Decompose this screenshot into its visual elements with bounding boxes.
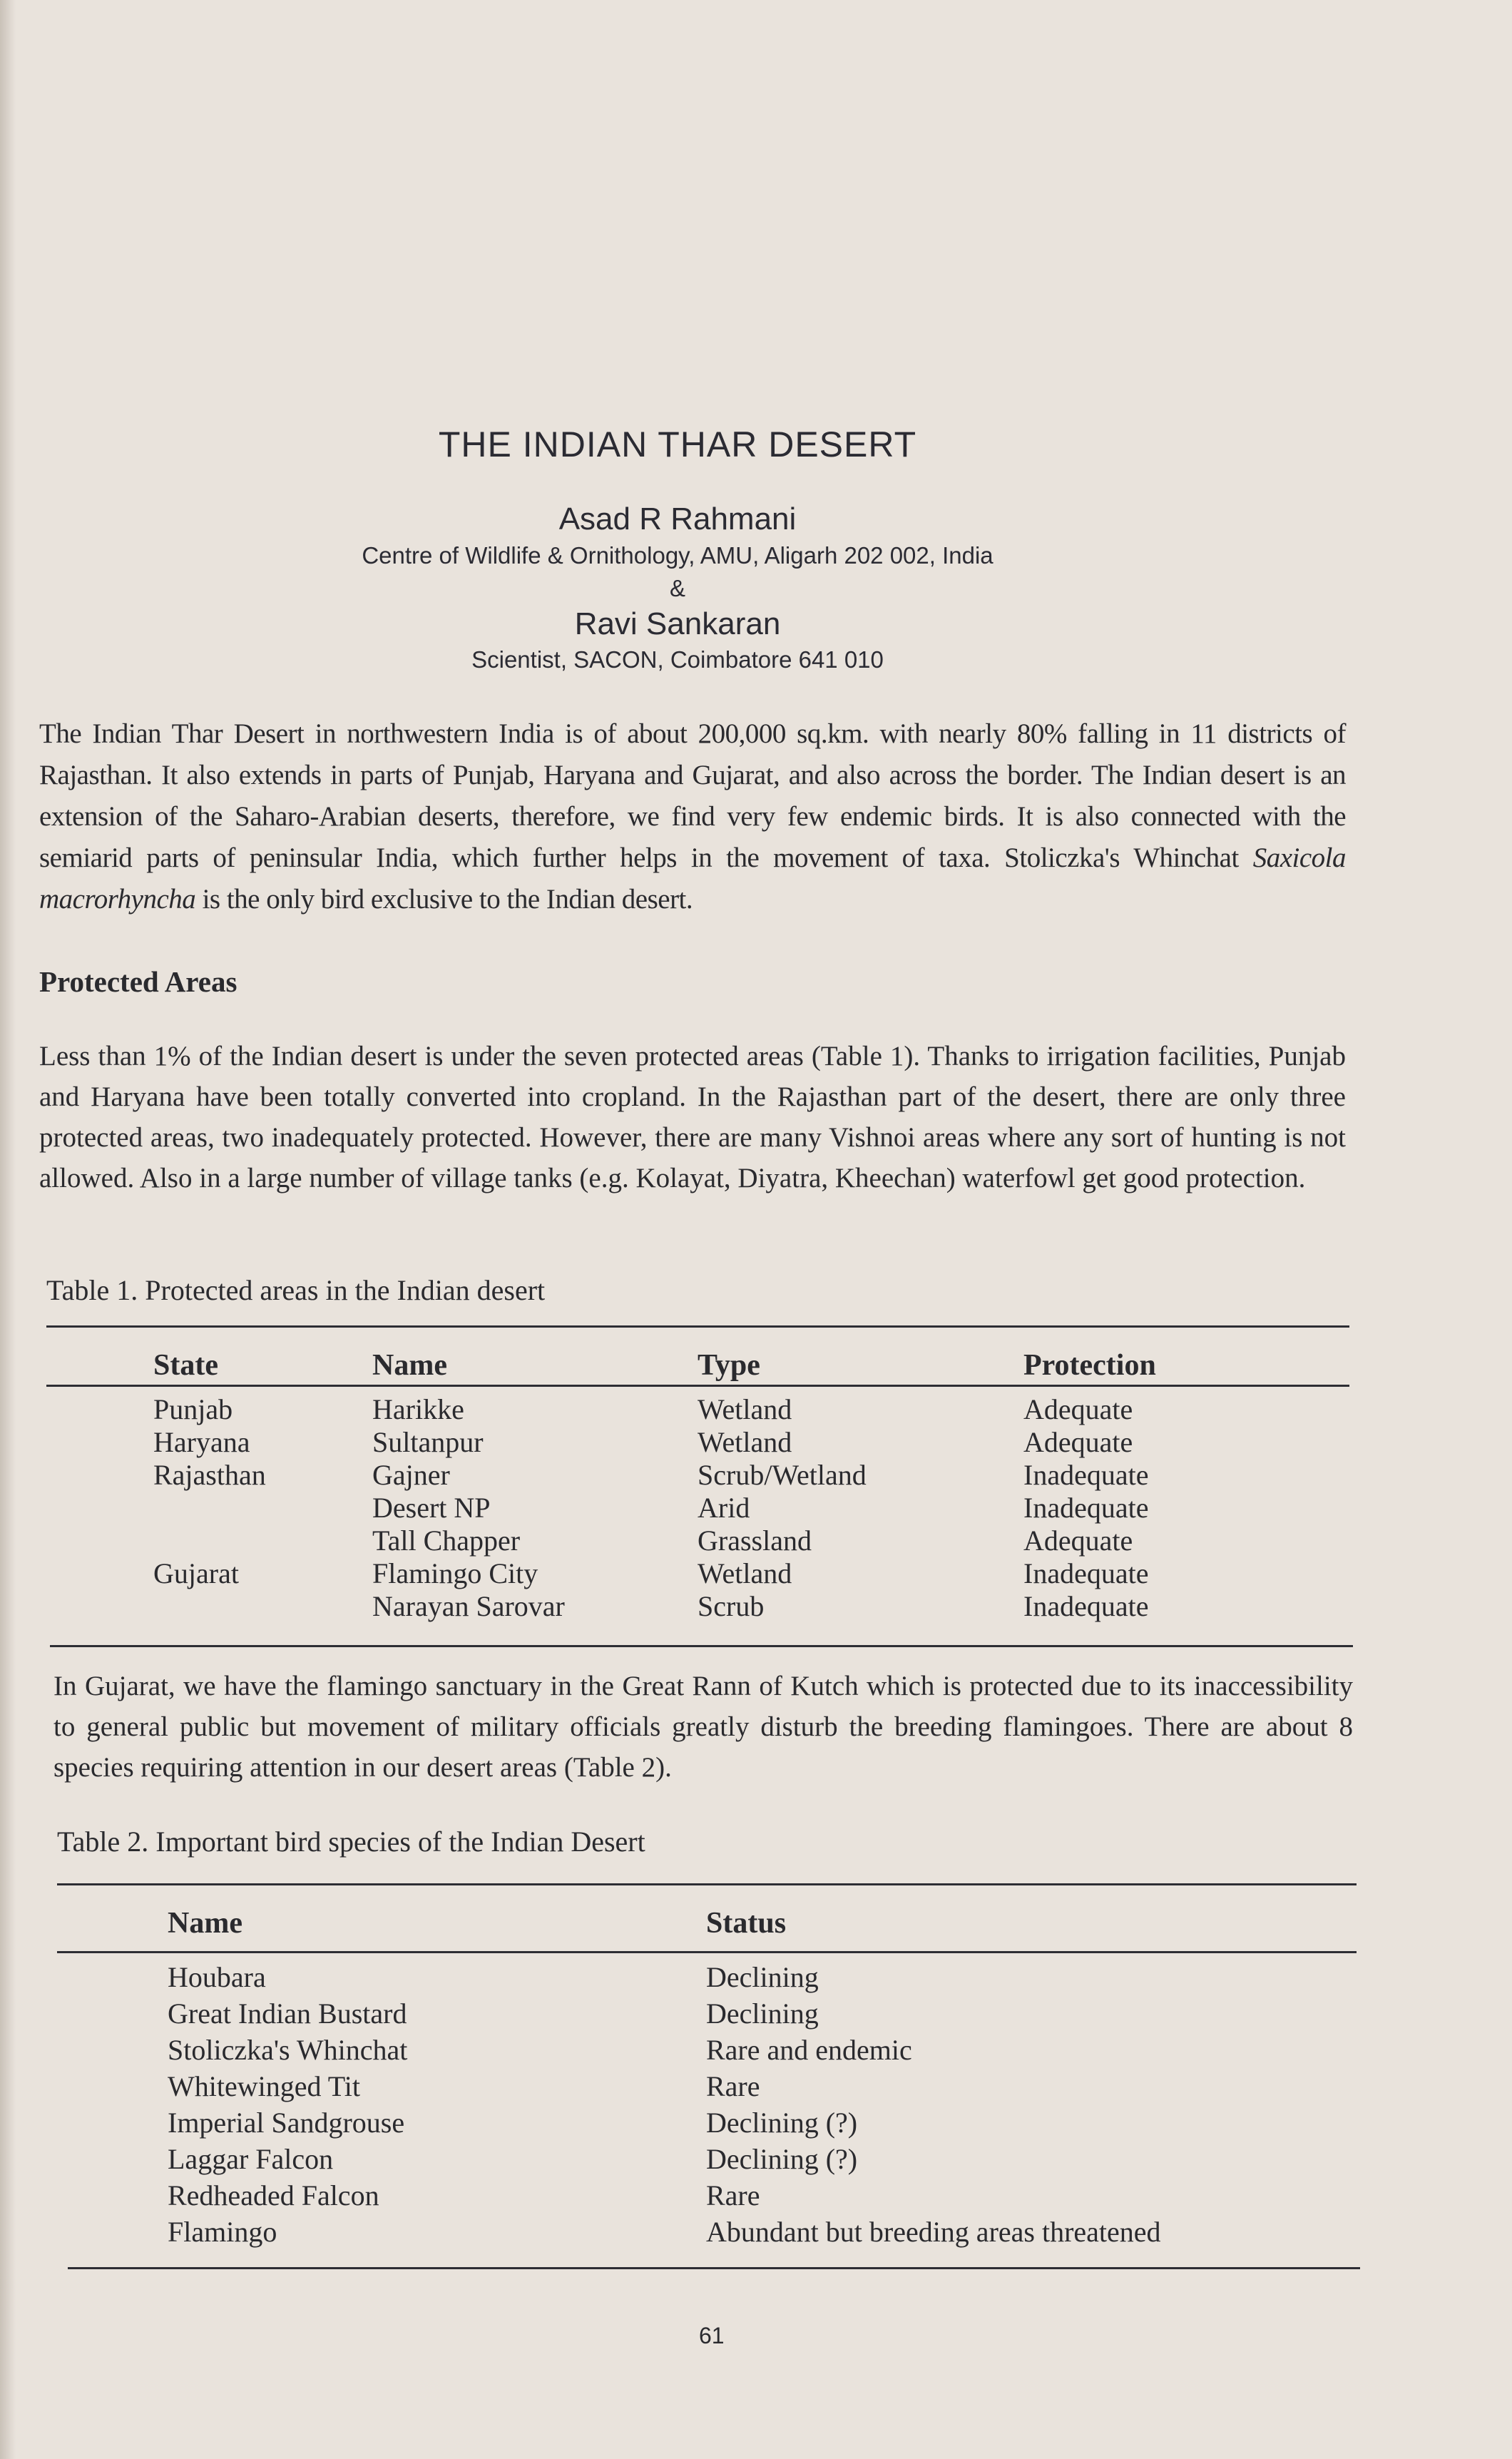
table1-cell: Desert NP	[372, 1492, 491, 1524]
table1-cell: Inadequate	[1023, 1590, 1149, 1622]
table1-header-type: Type	[698, 1349, 760, 1382]
table2-top-rule	[57, 1883, 1357, 1885]
table1-cell: Punjab	[153, 1393, 233, 1425]
table1-cell: Wetland	[698, 1393, 792, 1425]
table2-status: Declining	[706, 1961, 819, 1993]
author-separator: &	[669, 575, 685, 601]
table1-top-rule	[46, 1325, 1349, 1328]
table1-cell: Adequate	[1023, 1393, 1133, 1425]
table1-cell: Gajner	[372, 1459, 450, 1491]
table1-cell: Haryana	[153, 1426, 250, 1458]
table2-status: Declining (?)	[706, 2107, 858, 2139]
table2-status: Rare	[706, 2070, 760, 2102]
intro-text-end: is the only bird exclusive to the Indian desert.	[195, 884, 693, 915]
table1-cell: Harikke	[372, 1393, 464, 1425]
table1-header-state: State	[153, 1349, 218, 1382]
table2-status: Declining (?)	[706, 2143, 858, 2175]
table1-cell: Gujarat	[153, 1557, 239, 1589]
author-1: Asad R Rahmani	[558, 502, 797, 536]
table1-cell: Adequate	[1023, 1426, 1133, 1458]
table1-cell: Wetland	[698, 1557, 792, 1589]
affiliation-1: Centre of Wildlife & Ornithology, AMU, Aligarh 202 002, India	[362, 542, 993, 569]
protected-areas-paragraph: Less than 1% of the Indian desert is under the seven protected areas (Table 1). Thanks to irrigation facilities, Punjab and Haryana have been totally converted into cropland. In the Rajasthan part of the desert, there are only three protected areas, two inadequately protected. However, there are many Vishnoi areas where any sort of hunting is not allowed. Also in a large number of village tanks (e.g. Kolayat, Diyatra, Kheechan) waterfowl get good protection.	[39, 1041, 1346, 1193]
table1-cell: Narayan Sarovar	[372, 1590, 565, 1622]
table1-header-name: Name	[372, 1349, 447, 1382]
page-number: 61	[699, 2323, 725, 2348]
table2-species-name: Laggar Falcon	[168, 2143, 334, 2175]
table1-cell: Tall Chapper	[372, 1524, 521, 1557]
table1-caption: Table 1. Protected areas in the Indian desert	[46, 1274, 546, 1306]
species-name: Saxicola macrorhyncha	[39, 842, 1346, 915]
table2-species-name: Great Indian Bustard	[168, 1997, 407, 2030]
table1-header-protection: Protection	[1023, 1349, 1156, 1382]
gujarat-paragraph: In Gujarat, we have the flamingo sanctuary in the Great Rann of Kutch which is protected due to its inaccessibility to general public but movement of military officials greatly disturb the breeding flamingoes. There are about 8 species requiring attention in our desert areas (Table 2).	[53, 1671, 1353, 1783]
table2-header-name: Name	[168, 1907, 242, 1940]
intro-paragraph	[39, 713, 1346, 920]
table2-species-name: Whitewinged Tit	[168, 2070, 361, 2102]
table2-status: Declining	[706, 1997, 819, 2030]
author-2: Ravi Sankaran	[574, 606, 781, 641]
page-edge-shadow	[0, 0, 16, 2459]
table1-header-rule	[46, 1385, 1349, 1387]
table1-cell: Inadequate	[1023, 1459, 1149, 1491]
table1-cell: Arid	[698, 1492, 750, 1524]
table2-status: Rare	[706, 2179, 760, 2211]
table2-header-status: Status	[706, 1907, 787, 1940]
table2-status: Rare and endemic	[706, 2034, 912, 2066]
table1-cell: Sultanpur	[372, 1426, 484, 1458]
table1-cell: Grassland	[698, 1524, 812, 1557]
table1-cell: Flamingo City	[372, 1557, 538, 1589]
table2-species-name: Imperial Sandgrouse	[168, 2107, 405, 2139]
table1-bottom-rule	[50, 1645, 1353, 1647]
table1-cell: Scrub/Wetland	[698, 1459, 867, 1491]
table2-header-rule	[57, 1951, 1357, 1953]
table2-species-name: Redheaded Falcon	[168, 2179, 379, 2211]
table1-cell: Wetland	[698, 1426, 792, 1458]
table2-species-name: Houbara	[168, 1961, 266, 1993]
page-title: THE INDIAN THAR DESERT	[438, 424, 917, 464]
table1-cell: Adequate	[1023, 1524, 1133, 1557]
table1-cell: Inadequate	[1023, 1557, 1149, 1589]
table1-cell: Scrub	[698, 1590, 765, 1622]
intro-text-start: The Indian Thar Desert in northwestern India is of about 200,000 sq.km. with nearly 80% falling in 11 districts of Rajasthan. It also extends in parts of Punjab, Haryana and Gujarat, and also across the border. The Indian desert is an extension of the Saharo-Arabian deserts, therefore, we find very few endemic birds. It is also connected with the semiarid parts of peninsular India, which further helps in the movement of taxa. Stoliczka's Whinchat	[39, 718, 1346, 873]
table2-status: Abundant but breeding areas threatened	[706, 2216, 1161, 2248]
table2-species-name: Stoliczka's Whinchat	[168, 2034, 408, 2066]
table2-species-name: Flamingo	[168, 2216, 277, 2248]
affiliation-2: Scientist, SACON, Coimbatore 641 010	[471, 646, 884, 673]
section-heading-protected-areas: Protected Areas	[39, 965, 237, 998]
table1-cell: Inadequate	[1023, 1492, 1149, 1524]
table2-bottom-rule	[68, 2267, 1360, 2269]
table2-caption: Table 2. Important bird species of the Indian Desert	[57, 1826, 645, 1858]
table1-cell: Rajasthan	[153, 1459, 266, 1491]
